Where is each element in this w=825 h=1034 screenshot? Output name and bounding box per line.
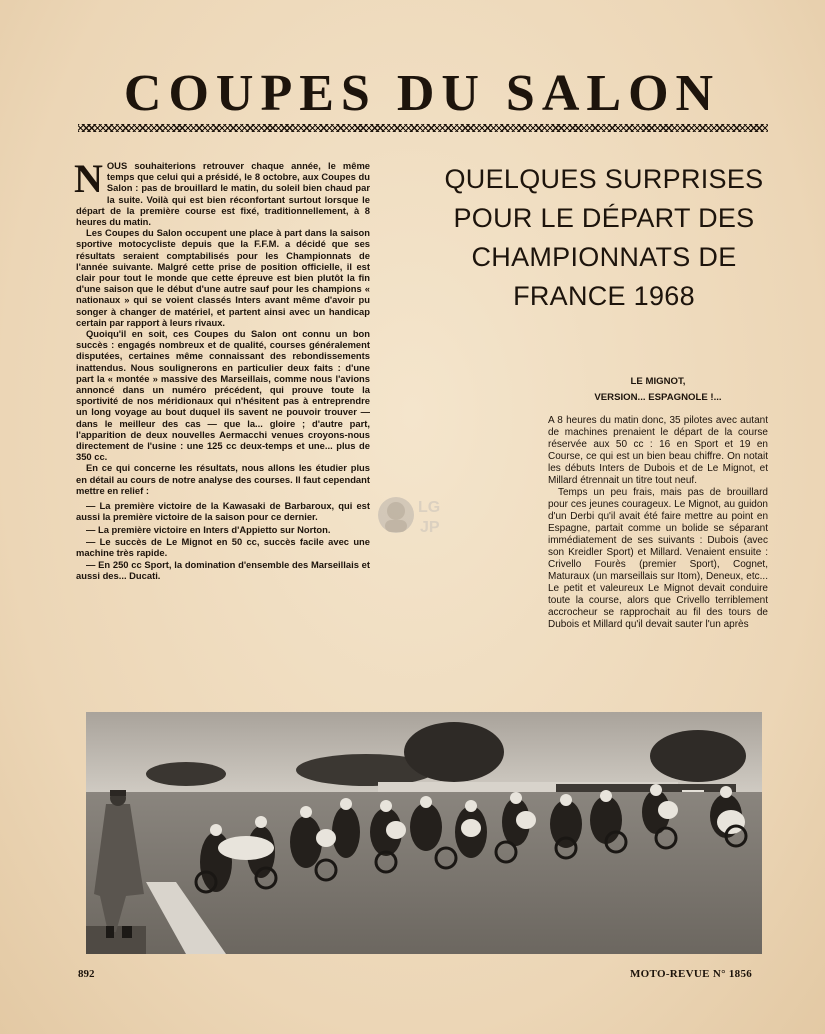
page-title: COUPES DU SALON — [123, 65, 721, 122]
headline-line: QUELQUES SURPRISES — [444, 164, 764, 194]
highlights-list — [76, 500, 370, 581]
paragraph: A 8 heures du matin donc, 35 pilotes avec autant de machines prenaient le départ de la course réservée aux 50 cc : 16 en Sport et 19 en Course, ce qui est un bien beau chiffre. On notait les débuts Inters de Dubois et de Le Mignot, et Millard étrennait un titre tout neuf. — [548, 415, 768, 486]
intro-paragraph — [74, 156, 370, 228]
list-item: — La première victoire en Inters d'Appietto sur Norton. — [86, 523, 331, 535]
title-divider — [78, 124, 768, 132]
watermark-text-top: LG — [418, 499, 441, 516]
list-item: — Le succès de Le Mignot en 50 cc, succès facile avec une machine très rapide. — [76, 535, 370, 558]
paragraph: Temps un peu frais, mais pas de brouillard pour ces jeunes courageux. Le Mignot, au guidon d'un Derbi qu'il avait été faire mettre au point en Espagne, partait comme un bolide se séparant immédiatement de ses suivants : Dubois (avec son Kreidler Sport) et Millard. Venaient ensuite : Crivello Fourès (premier Sport), Cognet, Maturaux (un marseillais sur Itom), Deneux, etc... Le petit et valeureux Le Mignot devait conduire toute la course, alors que Crivello terriblement accrocheur se rapprochait au fil des tours de Dubois et Millard qu'il devait sauter l'un après — [548, 487, 768, 630]
section-subhead — [548, 374, 768, 406]
drop-cap: N — [74, 156, 103, 201]
race-start-photo — [86, 712, 762, 954]
page-number: 892 — [78, 968, 95, 980]
headline-line: POUR LE DÉPART DES — [453, 203, 755, 233]
article-headline — [428, 160, 780, 316]
list-item: — En 250 cc Sport, la domination d'ensemble des Marseillais et aussi des... Ducati. — [76, 559, 370, 582]
photo-illustration — [86, 712, 762, 954]
paragraph: En ce qui concerne les résultats, nous allons les étudier plus en détail au cours de notre analyse des courses. Il faut cependant mettre en relief : — [76, 462, 370, 496]
headline-line: CHAMPIONNATS DE — [471, 242, 737, 272]
paragraph: Quoiqu'il en soit, ces Coupes du Salon ont connu un bon succès : engagés nombreux et de qualité, courses généralement disputées, certaines même connaissant des rebondissements inattendus. Nous soulignerons en particulier deux faits : d'une part la « montée » massive des Marseillais, comme nous l'avions annoncé dans un numéro précédent, qui prouve toute la sportivité de nos méridionaux qui n'hésitent pas à entreprendre un long voyage au bout duquel ils savent ne pouvoir trouver — dans le meilleur des cas — que la... gloire ; d'autre part, l'apparition de deux nouvelles Aermacchi venues croyons-nous directement de l'usine : une 125 cc deux-temps et une... plus de 350 cc. — [76, 328, 370, 463]
left-article-column — [74, 156, 370, 583]
list-item: — La première victoire de la Kawasaki de Barbaroux, qui est aussi la première victoire de la saison pour ce dernier. — [76, 500, 370, 523]
right-article-column — [548, 415, 768, 631]
paragraph: Les Coupes du Salon occupent une place à part dans la saison sportive motocycliste depuis que la F.F.M. a décidé que ses résultats seraient comptabilisés pour les Championnats de l'année suivante. Malgré cette prise de position officielle, il est clair pour tout le monde que cette épreuve est bien plutôt la fin d'une saison que le début d'une autre sauf pour les champions « nationaux » qui se voient classés Inters avant même d'avoir pu songer à changer de matériel, et partent ainsi avec un handicap certain par rapport à leurs rivaux. — [76, 227, 370, 328]
watermark-icon — [376, 490, 452, 540]
watermark-text-bottom: JP — [420, 519, 440, 536]
magazine-issue: MOTO-REVUE N° 1856 — [630, 968, 753, 980]
headline-line: FRANCE 1968 — [513, 281, 695, 311]
watermark-logo — [376, 490, 452, 540]
intro-text: OUS souhaiterions retrouver chaque année, le même temps que celui qui a présidé, le 8 octobre, aux Coupes du Salon : pas de brouillard le matin, du soleil bien chaud par la suite. Voilà qui est bien réconfortant surtout lorsque le départ de la première course est fixé, traditionnellement, à 8 heures du matin. — [76, 160, 370, 228]
subhead-line: VERSION... ESPAGNOLE !... — [594, 392, 722, 403]
subhead-line: LE MIGNOT, — [630, 376, 686, 387]
